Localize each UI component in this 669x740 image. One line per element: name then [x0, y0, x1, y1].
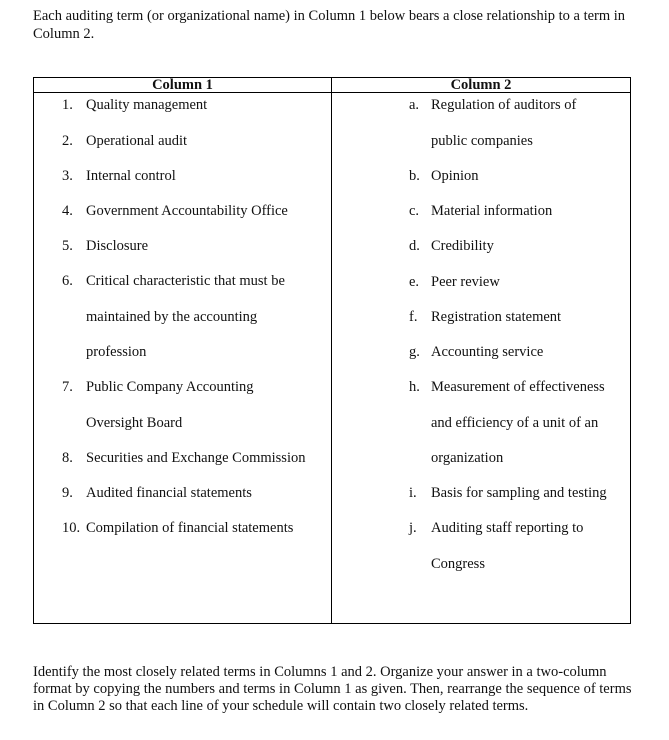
column-2-item-number: h.	[409, 379, 420, 395]
column-2-item-number: e.	[409, 274, 420, 290]
column-1-item-text: Critical characteristic that must be	[86, 273, 285, 289]
column-divider	[331, 78, 332, 623]
column-1-item-number: 2.	[62, 133, 73, 149]
column-1-item-text: maintained by the accounting	[86, 309, 258, 325]
column-2-item-text: Basis for sampling and testing	[431, 485, 607, 501]
column-1-item-text: Public Company Accounting	[86, 379, 254, 395]
column-1-item-text: Government Accountability Office	[86, 203, 288, 219]
column-2-item-number: g.	[409, 344, 420, 360]
column-2-header: Column 2	[450, 77, 512, 93]
column-1-item-text: Quality management	[86, 97, 208, 113]
column-2-item-text: Regulation of auditors of	[431, 97, 577, 113]
column-2-item-text: Material information	[431, 203, 553, 219]
column-1-item-number: 9.	[62, 485, 73, 501]
column-2-item-text: Registration statement	[431, 309, 562, 325]
column-2-item-number: a.	[409, 97, 420, 113]
column-2-item-text: public companies	[431, 133, 533, 149]
column-1-item-text: profession	[86, 344, 147, 360]
instructions-text: Identify the most closely related terms in Columns 1 and 2. Organize your answer in a two-column format by copying the numbers and terms in Column 1 as given. Then, rearrange the sequence of terms in Column 2 so that each line of your schedule will contain two closely related terms.	[33, 664, 632, 714]
column-1-item-number: 8.	[62, 450, 73, 466]
column-2-item-number: i.	[409, 485, 417, 501]
column-2-item-number: d.	[409, 238, 420, 254]
column-2-item-number: f.	[409, 309, 418, 325]
column-2-item-text: Peer review	[431, 274, 500, 290]
column-2-item-text: organization	[431, 450, 504, 466]
column-2-item-text: Congress	[431, 556, 485, 572]
column-1-item-number: 6.	[62, 273, 73, 289]
column-2-item-text: Measurement of effectiveness	[431, 379, 605, 395]
column-2-item-text: Opinion	[431, 168, 479, 184]
column-2-item-text: Credibility	[431, 238, 494, 254]
column-1-header: Column 1	[152, 77, 213, 93]
column-1-item-number: 1.	[62, 97, 73, 113]
column-2-item-number: j.	[409, 520, 417, 536]
column-2-item-number: b.	[409, 168, 420, 184]
column-1-item-text: Oversight Board	[86, 415, 183, 431]
intro-text: Each auditing term (or organizational name) in Column 1 below bears a close relationship to a term in Column 2.	[33, 8, 626, 42]
column-2-item-number: c.	[409, 203, 420, 219]
column-1-item-number: 7.	[62, 379, 73, 395]
column-2-item-text: Auditing staff reporting to	[431, 520, 584, 536]
column-1-item-text: Compilation of financial statements	[86, 520, 294, 536]
column-2-item-text: and efficiency of a unit of an	[431, 415, 599, 431]
column-1-item-number: 3.	[62, 168, 73, 184]
column-1-item-text: Operational audit	[86, 133, 188, 149]
column-1-item-text: Disclosure	[86, 238, 149, 254]
column-2-item-text: Accounting service	[431, 344, 544, 360]
column-1-item-number: 10.	[62, 520, 81, 536]
column-1-item-text: Internal control	[86, 168, 176, 184]
column-1-item-text: Securities and Exchange Commission	[86, 450, 306, 466]
column-1-item-number: 5.	[62, 238, 73, 254]
column-1-item-number: 4.	[62, 203, 73, 219]
matching-table	[33, 77, 631, 624]
column-1-item-text: Audited financial statements	[86, 485, 252, 501]
